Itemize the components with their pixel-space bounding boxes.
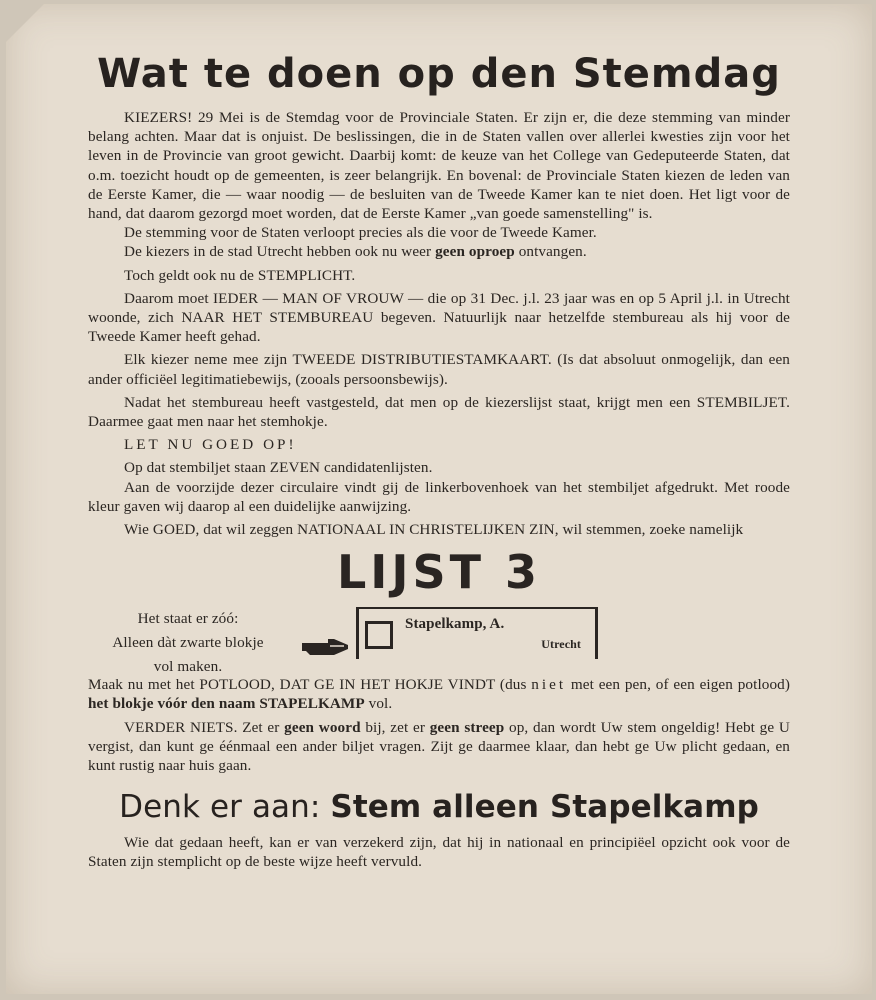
ballot-box	[356, 607, 598, 659]
paragraph-voorzijde: Aan de voorzijde dezer circulaire vindt gij de linkerbovenhoek van het stembiljet afgedrukt. Met roode kleur gaven wij daarop al een duidelijke aanwijzing.	[88, 478, 790, 515]
pointing-hand-icon	[300, 635, 350, 657]
text: op, dan wordt Uw stem ongeldig! Hebt ge U vergist, dan kunt ge éénmaal een ander biljet vragen. Zijt ge daarmee klaar, dan hebt ge Uw plicht gedaan, en kunt rustig naar huis gaan.	[88, 718, 790, 775]
emphasis: geen streep	[429, 718, 505, 736]
text: met een pen, of een eigen potlood)	[566, 676, 791, 694]
paragraph-oproep	[88, 242, 790, 261]
text: bij, zet er	[360, 718, 430, 736]
paragraph-intro: KIEZERS! 29 Mei is de Stemdag voor de Provinciale Staten. Er zijn er, die deze stemming van minder belang achten. Maar dat is onjuist. De beslissingen, die in de Staten vallen over allerlei kwesties zijn voor het leven in de Provincie van groot gewicht. Daarbij komt: de keuze van het College van Gedeputeerde Staten, dat o.m. toezicht houdt op de gemeenten, is zeer belangrijk. En bovenal: de Provinciale Staten kiezen de leden van de Eerste Kamer, die — waar noodig — de besluiten van de Tweede Kamer kan te niet doen. Het ligt voor de hand, dat daarom gezorgd moet worden, dat de Eerste Kamer „van goede samenstelling" is.	[88, 109, 790, 223]
paragraph-closing: Wie dat gedaan heeft, kan er van verzekerd zijn, dat hij in nationaal en principiëel opzicht ook voor de Staten zijn stemplicht op de beste wijze heeft vervuld.	[88, 834, 790, 871]
text: ontvangen.	[514, 243, 587, 261]
ballot-line: vol maken.	[153, 658, 223, 676]
lijst-heading: LIJST 3	[336, 545, 542, 600]
folded-corner	[6, 4, 44, 42]
text: De kiezers in de stad Utrecht hebben ook nu weer	[124, 243, 436, 261]
paragraph-stemplicht: Toch geldt ook nu de STEMPLICHT.	[124, 266, 356, 284]
slogan-prefix: Denk er aan:	[119, 789, 331, 826]
paragraph-nationaal: Wie GOED, dat wil zeggen NATIONAAL IN CHRISTELIJKEN ZIN, wil stemmen, zoeke namelijk	[124, 521, 744, 539]
paragraph-ieder: Daarom moet IEDER — MAN OF VROUW — die op 31 Dec. j.l. 23 jaar was en op 5 April j.l. in Utrecht woonde, zich NAAR HET STEMBUREAU begeven. Natuurlijk naar hetzelfde stembureau als hij voor de Tweede Kamer heeft gehad.	[88, 289, 790, 346]
text: VERDER NIETS. Zet er	[124, 718, 285, 736]
vote-square	[365, 621, 393, 649]
candidate-name: Stapelkamp, A.	[405, 616, 505, 633]
paragraph-procedure: De stemming voor de Staten verloopt precies als die voor de Tweede Kamer.	[124, 224, 597, 242]
leaflet-content	[88, 50, 790, 872]
text: vol.	[364, 695, 393, 713]
ballot-instruction	[88, 607, 288, 679]
emphasis-niet: niet	[531, 676, 567, 694]
paragraph-let-op: LET NU GOED OP!	[124, 436, 297, 454]
slogan-bold: Stem alleen Stapelkamp	[330, 789, 759, 826]
paragraph-zeven-lijsten: Op dat stembiljet staan ZEVEN candidatenlijsten.	[124, 459, 433, 477]
ballot-example	[88, 605, 790, 675]
slogan	[88, 787, 790, 827]
ballot-line: Het staat er zóó:	[137, 610, 239, 628]
text: Maak nu met het POTLOOD, DAT GE IN HET HOKJE VINDT (dus	[88, 676, 532, 694]
paragraph-stamkaart: Elk kiezer neme mee zijn TWEEDE DISTRIBUTIESTAMKAART. (Is dat absoluut onmogelijk, dan een ander officiëel legitimatiebewijs, (zooals persoonsbewijs).	[88, 351, 790, 388]
paragraph-verder-niets	[88, 718, 790, 776]
leaflet-title: Wat te doen op den Stemdag	[97, 51, 781, 97]
paragraph-potlood	[88, 675, 790, 713]
candidate-city: Utrecht	[541, 637, 581, 652]
paragraph-stembiljet: Nadat het stembureau heeft vastgesteld, dat men op de kiezerslijst staat, krijgt men een STEMBILJET. Daarmee gaat men naar het stemhokje.	[88, 393, 790, 431]
ballot-line: Alleen dàt zwarte blokje	[112, 634, 264, 652]
emphasis: het blokje vóór den naam STAPELKAMP	[88, 695, 365, 713]
emphasis: geen oproep	[435, 243, 515, 261]
emphasis: geen woord	[284, 718, 361, 736]
